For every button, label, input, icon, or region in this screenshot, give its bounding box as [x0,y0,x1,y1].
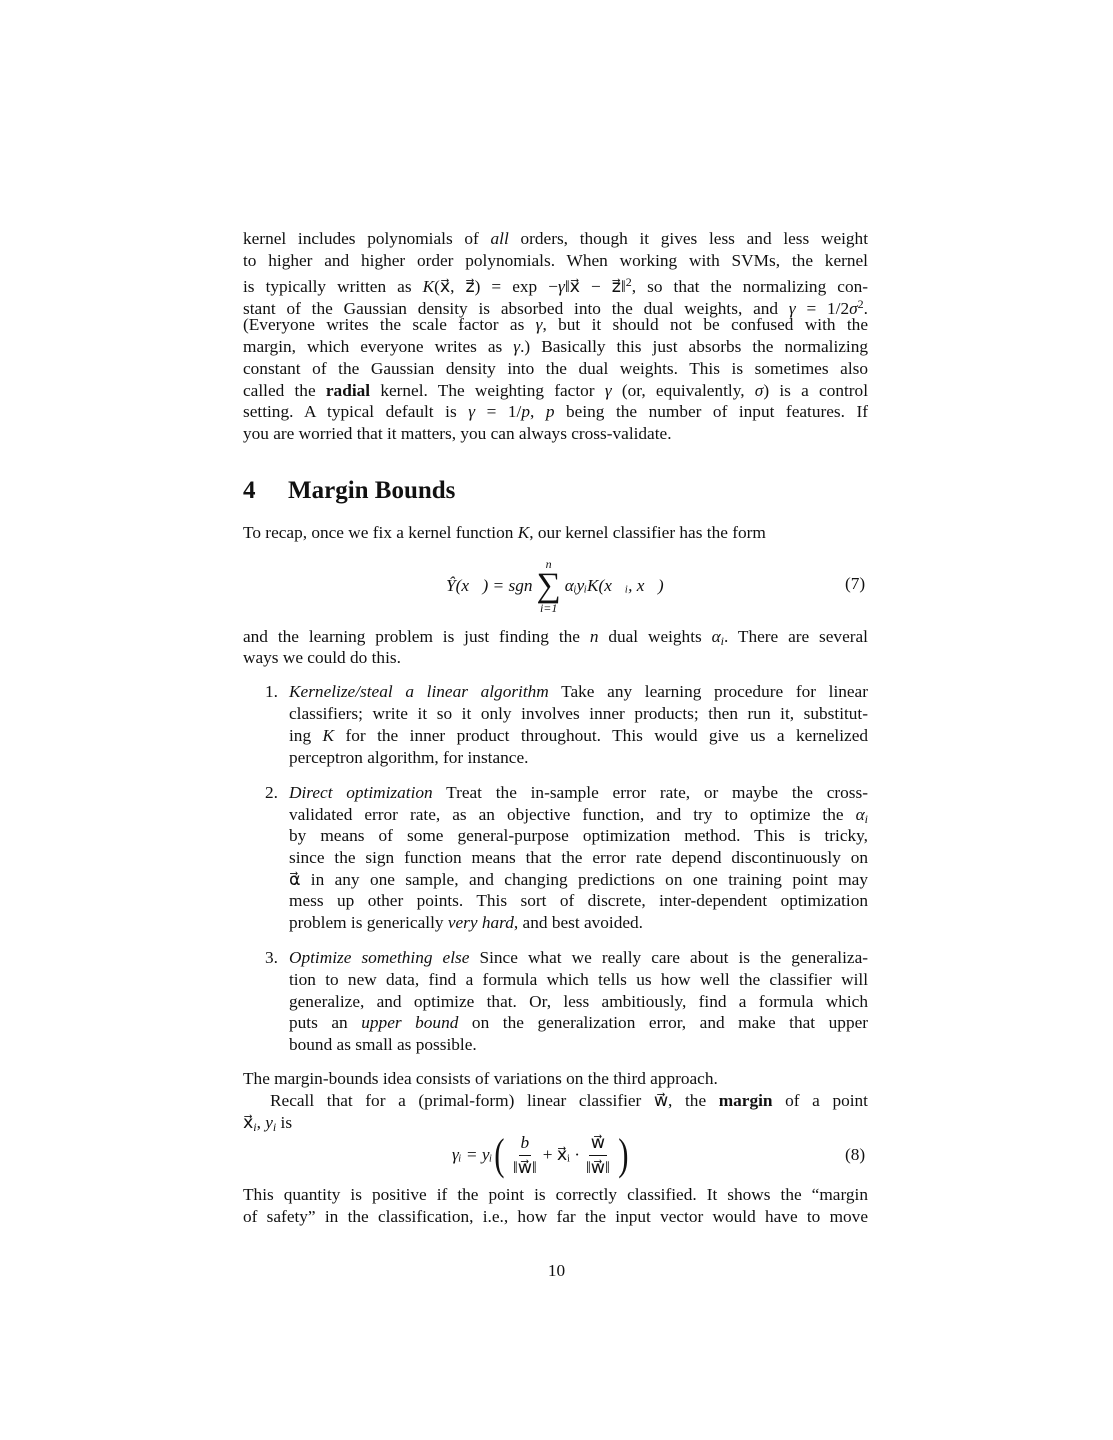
text-segment: and the learning problem is just finding the [243,627,590,646]
eq8-frac1 [511,1133,539,1178]
text-segment: called the [243,381,326,400]
text-segment: 2 [625,275,632,289]
text-segment: γ [788,299,796,318]
text-segment: (Everyone writes the scale factor as [243,315,536,334]
text-segment: , so that the normalizing con- [631,277,868,296]
eq7-lhs: Ŷ(x⃗) = sgn [446,576,533,595]
eq8-frac2-den: ‖w⃗‖ [585,1157,610,1177]
text-segment: n [589,627,599,646]
text-segment: margin [718,1091,773,1110]
list-number-1: 1. [265,682,278,701]
text-line [289,912,643,934]
section-title: Margin Bounds [288,477,456,504]
text-line [243,1068,718,1090]
text-line [289,782,868,804]
text-segment: to higher and higher order polynomials. When working with SVMs, the kernel [243,251,868,270]
text-segment: all [490,229,509,248]
eq8-close-paren: ) [617,1130,629,1179]
equation-7 [446,556,664,616]
text-segment: (or, equivalently, [611,381,755,400]
text-segment: of a point [772,1091,868,1110]
text-segment: ‖x⃗ − z⃗‖ [564,277,626,296]
text-segment: = 1/ [475,402,522,421]
eq7-rhs: αᵢyᵢK(x⃗ᵢ, x⃗) [564,576,664,595]
text-line [289,869,868,891]
text-line [243,271,868,296]
text-segment: 2 [857,297,864,311]
text-line [243,314,868,336]
list-number-3: 3. [265,948,278,967]
text-segment: perceptron algorithm, for instance. [289,748,529,767]
text-segment: radial [325,381,371,400]
text-line [289,947,868,969]
text-segment: α [711,627,721,646]
text-segment: i [272,1120,277,1134]
eq8-open-paren: ( [494,1130,505,1179]
text-segment: since the sign function means that the error rate depend discontinuously on [289,848,868,867]
text-line [243,1206,868,1228]
text-segment: This quantity is positive if the point is correctly classified. It shows the “margin [243,1185,868,1204]
text-segment: validated error rate, as an objective function, and try to optimize the [289,805,856,824]
text-line [243,228,868,250]
text-segment: .) Basically this just absorbs the normalizing [520,337,869,356]
text-segment: constant of the Gaussian density into the dual weights. This is sometimes also [243,359,868,378]
eq8-frac1-den: ‖w⃗‖ [512,1157,537,1177]
text-segment: i [864,812,868,826]
section-number: 4 [243,477,256,504]
text-segment: of safety” in the classification, i.e., how far the input vector would have to move [243,1207,868,1226]
text-segment: γ [558,277,565,296]
text-line [289,804,868,826]
text-segment: Recall that for a (primal-form) linear classifier w⃗, the [270,1091,719,1110]
text-line [243,423,672,445]
text-segment: γ [535,315,543,334]
text-segment: K [322,726,335,745]
text-segment: is typically written as [243,277,423,296]
text-line [289,703,868,725]
text-segment: tion to new data, find a formula which tells us how well the classifier will [289,970,868,989]
eq7-lower: i=1 [539,601,558,615]
text-segment: by means of some general-purpose optimization method. This is tricky, [289,826,868,845]
text-segment: stant of the Gaussian density is absorbed into the dual weights, and [243,299,789,318]
text-line [243,1184,868,1206]
text-segment: Optimize something else [289,948,470,967]
text-line [243,358,868,380]
text-line [243,250,868,272]
text-segment: To recap, once we fix a kernel function [243,523,518,542]
eq7-sum [537,558,561,614]
text-line [289,1012,868,1034]
text-segment: , [529,402,546,421]
text-line [243,336,868,358]
text-segment: orders, though it gives less and less weight [508,229,868,248]
text-segment: ways we could do this. [243,648,401,667]
text-line [289,825,868,847]
text-segment: for the inner product throughout. This would give us a kernelized [334,726,869,745]
text-line [289,747,528,769]
text-line [243,626,868,648]
text-segment: kernel includes polynomials of [243,229,491,248]
eq7-upper: n [545,557,552,571]
text-segment: mess up other points. This sort of discrete, inter-dependent optimization [289,891,868,910]
text-segment: you are worried that it matters, you can always cross-validate. [243,424,672,443]
text-segment: i [253,1120,257,1134]
eq8-frac2 [584,1133,612,1178]
text-segment: problem is generically [289,913,448,932]
text-segment: = 1/2 [795,299,850,318]
text-segment: . [863,299,868,318]
text-segment: is [276,1113,293,1132]
eq7-sigma: ∑ [536,567,561,604]
text-segment: y [265,1113,273,1132]
text-segment: , our kernel classifier has the form [529,523,766,542]
text-line [243,647,401,669]
text-segment: ) is a control [763,381,868,400]
text-segment: γ [604,381,612,400]
text-segment: The margin-bounds idea consists of variations on the third approach. [243,1069,718,1088]
text-segment: , and best avoided. [513,913,644,932]
text-segment: Kernelize/steal a linear algorithm [289,682,549,701]
text-line [289,847,868,869]
text-line [289,969,868,991]
text-segment: Since what we really care about is the generaliza- [469,948,868,967]
text-line [243,401,868,423]
text-line [270,1090,868,1112]
text-segment: dual weights [598,627,712,646]
text-segment: σ [754,381,764,400]
text-segment: Direct optimization [289,783,433,802]
text-segment: setting. A typical default is [243,402,469,421]
text-segment: generalize, and optimize that. Or, less ambitiously, find a formula which [289,992,868,1011]
text-segment: on the generalization error, and make that upper [458,1013,869,1032]
text-line [243,380,868,402]
text-line [243,522,766,544]
equation-number-7: (7) [845,574,866,593]
text-segment: α⃗ in any one sample, and changing predictions on one training point may [289,870,868,889]
text-segment: upper bound [361,1013,459,1032]
text-line [243,293,868,318]
text-line [289,991,868,1013]
equation-number-8: (8) [845,1145,866,1164]
text-segment: being the number of input features. If [554,402,868,421]
text-segment: puts an [289,1013,362,1032]
eq8-lhs: γᵢ = yᵢ [452,1145,493,1164]
text-segment: σ [849,299,858,318]
text-line [289,725,868,747]
text-segment: x⃗ [243,1113,254,1132]
text-segment: , [256,1113,266,1132]
text-segment: α [855,805,865,824]
text-segment: p [521,402,530,421]
text-segment: i [720,634,725,648]
page-number: 10 [547,1261,566,1280]
text-line [289,1034,477,1056]
eq8-mid: + x⃗ᵢ · [542,1145,580,1164]
text-segment: ing [289,726,323,745]
eq8-frac2-num: w⃗ [589,1133,607,1156]
text-segment: kernel. The weighting factor [370,381,605,400]
text-line [289,681,868,703]
text-segment: γ [513,337,521,356]
text-segment: . There are several [724,627,868,646]
list-number-2: 2. [265,783,278,802]
text-segment: , but it should not be confused with the [542,315,868,334]
equation-8 [452,1130,630,1180]
text-segment: margin, which everyone writes as [243,337,514,356]
text-segment: K [422,277,435,296]
eq8-frac1-num: b [519,1133,532,1156]
text-segment: (x⃗, z⃗) = exp − [434,277,559,296]
text-segment: Treat the in-sample error rate, or maybe the cross- [432,783,868,802]
text-line [243,1112,292,1134]
text-segment: classifiers; write it so it only involves inner products; then run it, substitut- [289,704,868,723]
text-segment: Take any learning procedure for linear [548,682,868,701]
text-segment: bound as small as possible. [289,1035,477,1054]
text-segment: very hard [447,913,514,932]
text-segment: p [545,402,555,421]
text-line [289,890,868,912]
text-segment: γ [468,402,476,421]
text-segment: K [517,523,530,542]
